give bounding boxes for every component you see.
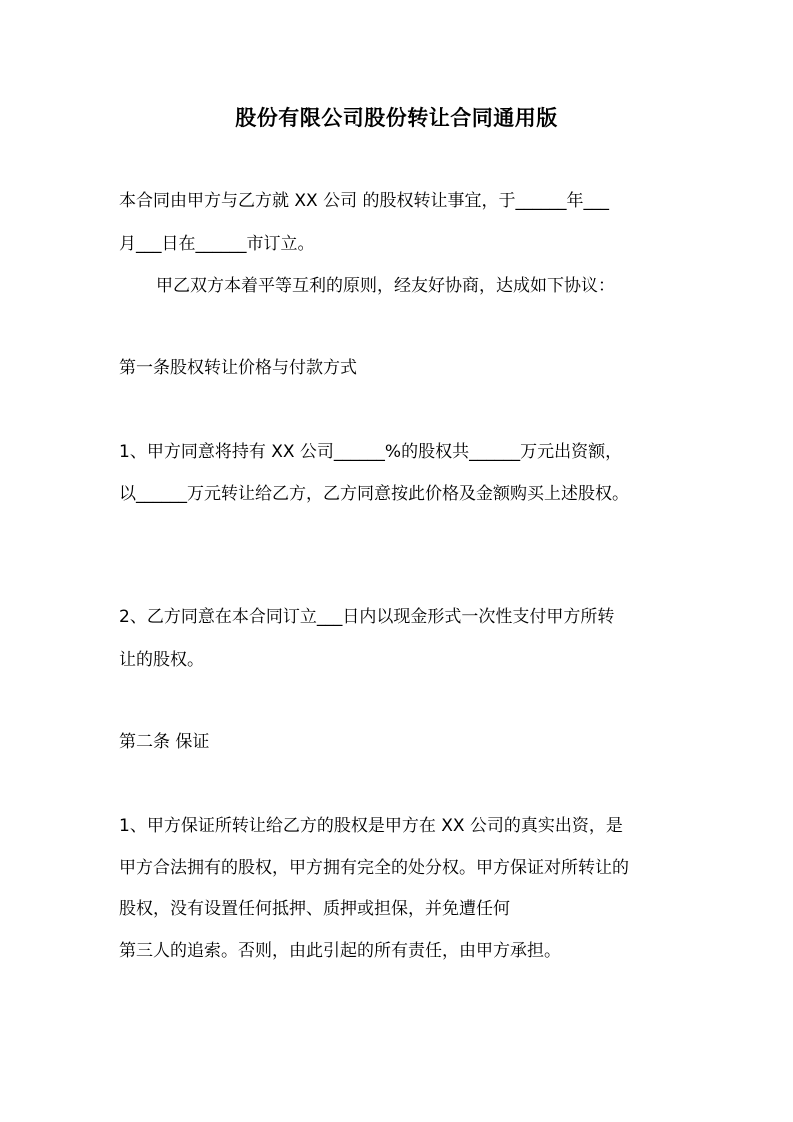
preamble-line-1: 本合同由甲方与乙方就 XX 公司 的股权转让事宜，于______年___ (119, 191, 610, 211)
article-2-clause-1-line-2: 甲方合法拥有的股权，甲方拥有完全的处分权。甲方保证对所转让的 (119, 858, 629, 878)
article-1-clause-2-line-1: 2、乙方同意在本合同订立___日内以现金形式一次性支付甲方所转 (119, 607, 615, 627)
preamble-line-2: 月___日在______市订立。 (119, 234, 315, 254)
article-1-heading: 第一条股权转让价格与付款方式 (119, 358, 357, 378)
article-1-clause-1-line-1: 1、甲方同意将持有 XX 公司______%的股权共______万元出资额， (119, 442, 623, 462)
article-1-clause-2-line-2: 让的股权。 (119, 650, 204, 670)
article-1-clause-1-line-2: 以______万元转让给乙方，乙方同意按此价格及金额购买上述股权。 (119, 484, 629, 504)
article-2-clause-1-line-3: 股权，没有设置任何抵押、质押或担保，并免遭任何 (119, 899, 510, 919)
article-2-heading: 第二条 保证 (119, 732, 210, 752)
article-2-clause-1-line-1: 1、甲方保证所转让给乙方的股权是甲方在 XX 公司的真实出资，是 (119, 816, 623, 836)
article-2-clause-1-line-4: 第三人的追索。否则，由此引起的所有责任，由甲方承担。 (119, 941, 561, 961)
document-title: 股份有限公司股份转让合同通用版 (235, 106, 558, 130)
preamble-line-3: 甲乙双方本着平等互利的原则，经友好协商，达成如下协议： (156, 276, 615, 296)
